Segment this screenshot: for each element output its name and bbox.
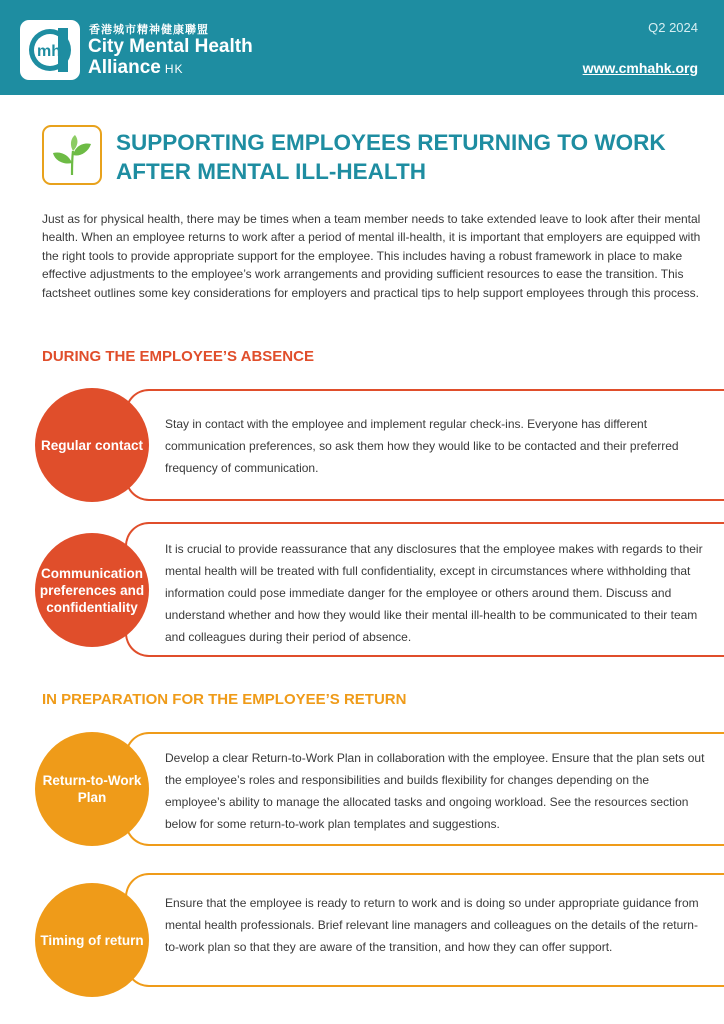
page-title: SUPPORTING EMPLOYEES RETURNING TO WORK AFTER MENTAL ILL-HEALTH xyxy=(116,130,666,184)
logo-text: mh xyxy=(37,43,61,60)
section-heading-absence: DURING THE EMPLOYEE’S ABSENCE xyxy=(42,348,314,365)
item-communication-preferences xyxy=(35,522,724,657)
title-badge xyxy=(42,125,102,185)
brand-name-line1: City Mental Health xyxy=(88,36,253,57)
item-label: Communication preferences and confidentiality xyxy=(39,565,145,615)
issue-quarter: Q2 2024 xyxy=(648,20,698,35)
section-heading-preparation: IN PREPARATION FOR THE EMPLOYEE’S RETURN xyxy=(42,691,407,708)
sprout-icon xyxy=(50,133,94,177)
brand-name-alliance: Alliance xyxy=(88,57,161,78)
intro-paragraph: Just as for physical health, there may be times when a team member needs to take extended leave to look after their mental health. When an employee returns to work after a period of mental ill-health, it is important that employers are equipped with the right tools to provide appropriate support for the employee. This includes having a robust framework in place to make effective adjustments to the employee’s work arrangements and providing sufficient resources to ease the transition. This factsheet outlines some key considerations for employers and practical tips to help support employees through this process. xyxy=(42,212,701,300)
item-text: Stay in contact with the employee and implement regular check-ins. Everyone has different communication preferences, so ask them how they would like to be contacted and their preferred frequency of communication. xyxy=(165,417,679,475)
item-timing-of-return xyxy=(35,873,724,987)
brand-name-line2 xyxy=(88,57,184,79)
brand-chinese-name: 香港城市精神健康聯盟 xyxy=(89,24,209,36)
logo xyxy=(20,20,80,80)
item-label-circle xyxy=(35,883,149,997)
item-text: Ensure that the employee is ready to return to work and is doing so under appropriate guidance from mental health professionals. Brief relevant line managers and colleagues on the details of the return-to-work plan so that they are aware of the transition, and how they can offer support. xyxy=(165,896,699,954)
header-banner xyxy=(0,0,724,95)
item-text: It is crucial to provide reassurance that any disclosures that the employee makes with regards to their mental health will be treated with full confidentiality, except in circumstances where withholding that information could pose immediate danger for the employee or others around them. Discuss and understand whether and how they would like their mental ill-health to be communicated to their team and colleagues during their period of absence. xyxy=(165,542,703,644)
item-label-circle xyxy=(35,388,149,502)
item-label: Timing of return xyxy=(40,932,144,948)
brand-name-suffix: HK xyxy=(164,62,184,76)
item-label-circle xyxy=(35,533,149,647)
item-regular-contact xyxy=(35,389,724,501)
item-label-circle xyxy=(35,732,149,846)
website-link[interactable]: www.cmhahk.org xyxy=(582,60,698,76)
item-label: Regular contact xyxy=(40,437,144,453)
item-text: Develop a clear Return-to-Work Plan in collaboration with the employee. Ensure that the plan sets out the employee’s roles and responsibilities and builds flexibility for changes depending on the employee’s ability to manage the allocated tasks and ongoing workload. See the resources section below for some return-to-work plan templates and suggestions. xyxy=(165,751,705,831)
item-return-to-work-plan xyxy=(35,732,724,846)
logo-icon xyxy=(20,20,80,80)
item-label: Return-to-Work Plan xyxy=(42,773,142,805)
